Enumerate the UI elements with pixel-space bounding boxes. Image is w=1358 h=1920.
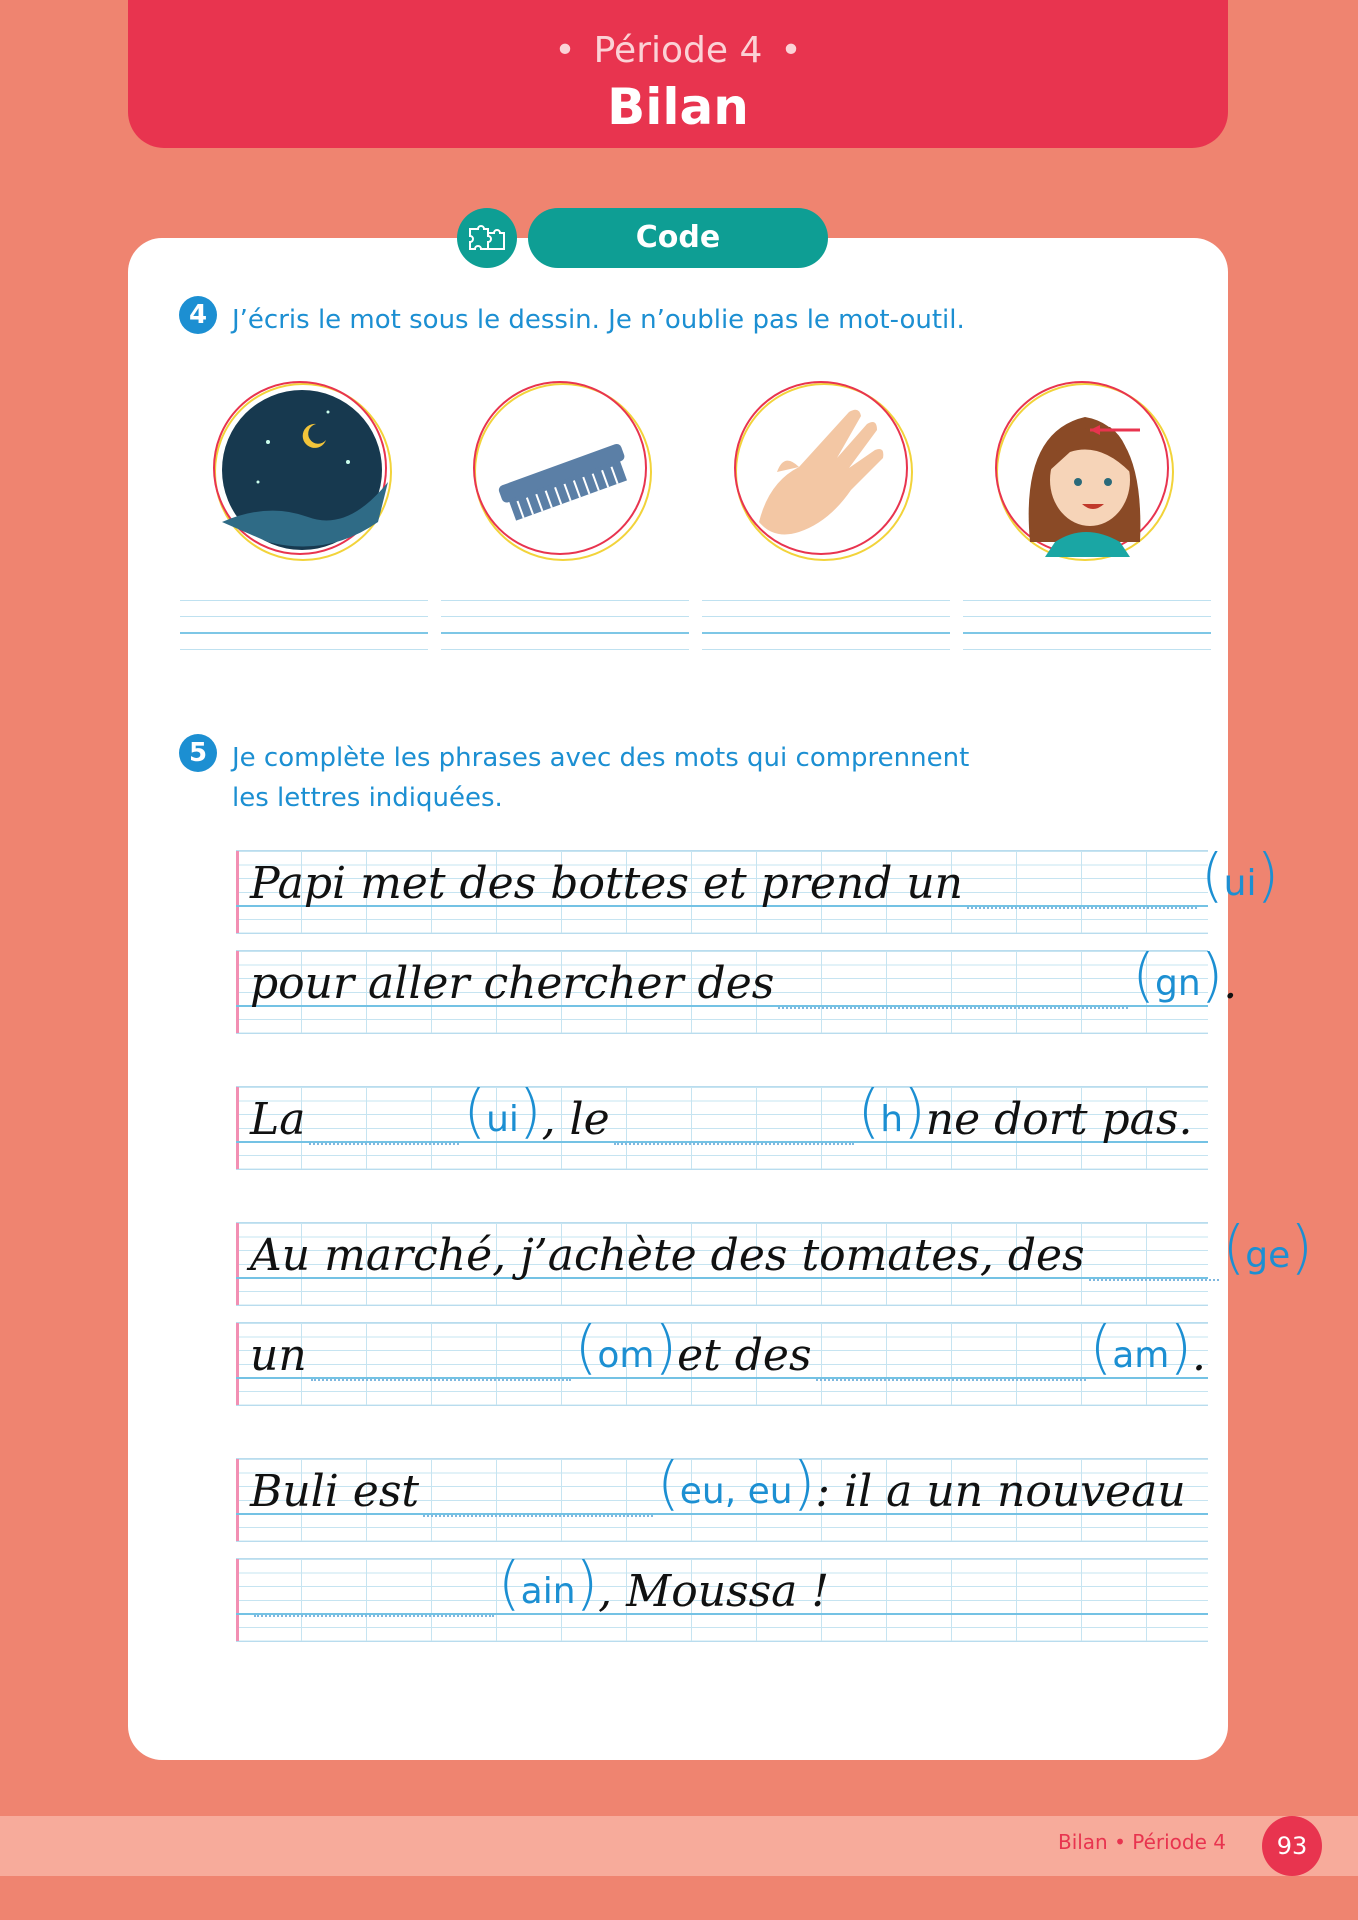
sentence-text: pour aller chercher des [250, 958, 775, 1009]
footer-bar [0, 1816, 1358, 1876]
period-label: • Période 4 • [554, 30, 802, 71]
comb-icon [468, 372, 658, 572]
night-icon [208, 372, 398, 572]
sentence-text: et des [677, 1330, 812, 1381]
writing-lines-1[interactable] [180, 600, 428, 690]
blank-field[interactable] [967, 855, 1197, 909]
blank-field[interactable] [254, 1563, 494, 1617]
exercise-4-number: 4 [179, 296, 217, 334]
sentence-text: : il a un nouveau [815, 1466, 1186, 1517]
sentence-row [236, 841, 1280, 934]
exercise-5-instruction-line-1: Je complète les phrases avec des mots qui comprennent [232, 743, 970, 773]
letter-hint: (ui) [463, 1077, 542, 1145]
exercise-4-instruction: J’écris le mot sous le dessin. Je n’oublie pas le mot-outil. [232, 305, 965, 335]
writing-lines-4[interactable] [963, 600, 1211, 690]
letter-hint: (am) [1089, 1313, 1192, 1381]
blank-field[interactable] [1089, 1227, 1219, 1281]
blank-field[interactable] [614, 1091, 854, 1145]
exercise-5-number: 5 [179, 734, 217, 772]
letter-hint: (ge) [1222, 1213, 1313, 1281]
blank-field[interactable] [816, 1327, 1086, 1381]
sentence-row [236, 1449, 1208, 1542]
blank-field[interactable] [778, 955, 1128, 1009]
hair-icon [990, 372, 1180, 572]
sentence-text: Papi met des bottes et prend un [250, 858, 964, 909]
letter-hint: (om) [574, 1313, 678, 1381]
page-title: Bilan [607, 78, 749, 136]
sentence-text: Buli est [250, 1466, 420, 1517]
letter-hint: (gn) [1132, 941, 1224, 1009]
letter-hint: (eu, eu) [657, 1449, 816, 1517]
sentence-text: Au marché, j’achète des tomates, des [250, 1230, 1085, 1281]
sentence-row [236, 1213, 1313, 1306]
sentence-text: La [250, 1094, 306, 1145]
header-banner [128, 0, 1228, 148]
blank-field[interactable] [309, 1091, 459, 1145]
hand-icon [729, 372, 919, 572]
sentence-text: . [1223, 958, 1238, 1009]
footer-label: Bilan • Période 4 [1057, 1830, 1226, 1854]
sentence-row [236, 1313, 1208, 1406]
sentence-row [236, 941, 1238, 1034]
sentence-text: . [1191, 1330, 1206, 1381]
writing-lines-2[interactable] [441, 600, 689, 690]
letter-hint: (ain) [498, 1549, 599, 1617]
exercise-5-instruction-line-2: les lettres indiquées. [232, 783, 503, 813]
sentence-text: , Moussa ! [598, 1566, 830, 1617]
blank-field[interactable] [311, 1327, 571, 1381]
blank-field[interactable] [423, 1463, 653, 1517]
section-tab-code: Code [528, 208, 828, 268]
letter-hint: (h) [857, 1077, 926, 1145]
sentence-text: un [250, 1330, 307, 1381]
sentence-row [236, 1077, 1208, 1170]
sentence-text: , le [541, 1094, 610, 1145]
letter-hint: (ui) [1201, 841, 1280, 909]
sentence-row [236, 1549, 1208, 1642]
writing-lines-3[interactable] [702, 600, 950, 690]
puzzle-icon [457, 208, 517, 268]
sentence-text: ne dort pas. [925, 1094, 1193, 1145]
page-number: 93 [1262, 1816, 1322, 1876]
